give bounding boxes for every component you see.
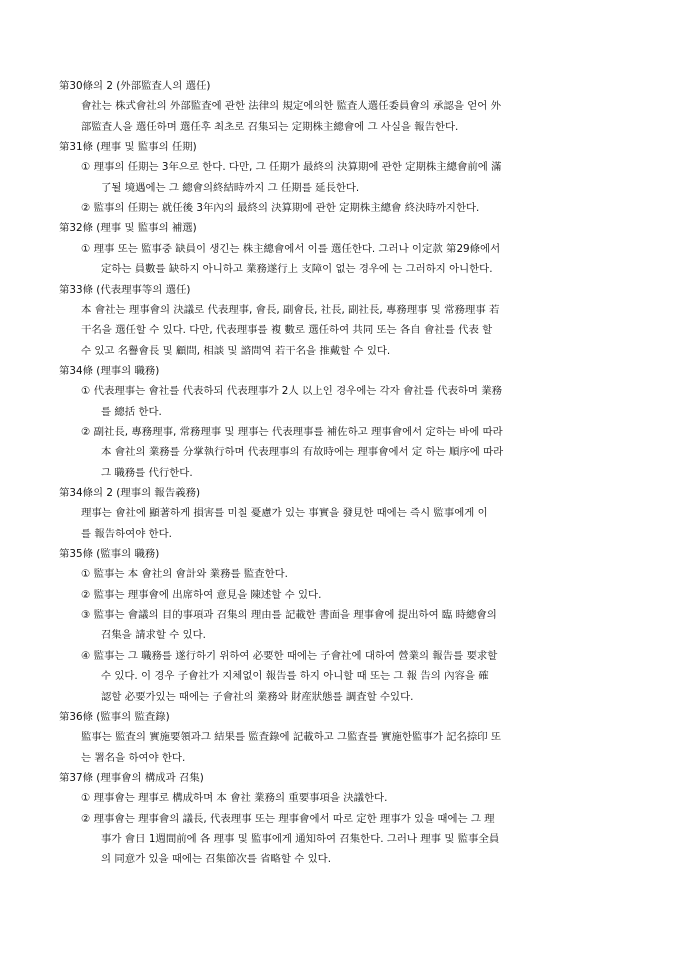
article-text-line: 를 報告하여야 한다. (81, 527, 172, 540)
article-text-line: ② 監事는 理事會에 出席하여 意見을 陳述할 수 있다. (81, 588, 322, 601)
article-text-line: 干名을 選任할 수 있다. 다만, 代表理事를 複 數로 選任하여 共同 또는 各自 會社를 代表 할 (81, 324, 493, 337)
article-text-line: 는 署名을 하여야 한다. (81, 751, 186, 764)
article-text-line: ① 監事는 本 會社의 會計와 業務를 監査한다. (81, 568, 288, 581)
article-heading: 第32條 (理事 및 監事의 補選) (59, 222, 197, 235)
article-text-line: ① 理事會는 理事로 構成하며 本 會社 業務의 重要事項을 決議한다. (81, 792, 388, 805)
article-text-line: 를 總括 한다. (101, 405, 162, 418)
article-text-line: ① 代表理事는 會社를 代表하되 代表理事가 2人 以上인 경우에는 각자 會社를 代表하며 業務 (81, 385, 503, 398)
article-heading: 第37條 (理事會의 構成과 召集) (59, 771, 204, 784)
article-text-line: 了될 境遇에는 그 總會의終結時까지 그 任期를 延長한다. (101, 181, 360, 194)
article-text-line: 會社는 株式會社의 外部監査에 관한 法律의 規定에의한 監査人選任委員會의 承認을 얻어 外 (81, 100, 501, 113)
article-text-line: 수 있고 名譽會長 및 顧問, 相談 및 諮問역 若干名을 推戴할 수 있다. (81, 344, 391, 357)
article-heading: 第33條 (代表理事等의 選任) (59, 283, 191, 296)
article-text-line: 本 會社는 理事會의 決議로 代表理事, 會長, 副會長, 社長, 副社長, 專務理事 및 常務理事 若 (81, 303, 500, 316)
article-text-line: 定하는 員數를 缺하지 아니하고 業務遂行上 支障이 없는 경우에 는 그러하지 아니한다. (101, 263, 493, 276)
article-text-line: 그 職務를 代行한다. (101, 466, 193, 479)
article-text-line: 理事는 會社에 顯著하게 損害를 미칠 憂慮가 있는 事實을 發見한 때에는 즉시 監事에게 이 (81, 507, 488, 520)
article-text-line: 監事는 監査의 實施要領과그 結果를 監査錄에 記載하고 그監査를 實施한監事가 記名捺印 또 (81, 731, 501, 744)
article-heading: 第34條 (理事의 職務) (59, 364, 160, 377)
article-text-line: ② 監事의 任期는 就任後 3年內의 最終의 決算期에 관한 定期株主總會 終決時까지한다. (81, 202, 480, 215)
article-heading: 第34條의 2 (理事의 報告義務) (59, 487, 201, 499)
article-text-line: ④ 監事는 그 職務를 遂行하기 위하여 必要한 때에는 子會社에 대하여 營業의 報告를 要求할 (81, 649, 498, 662)
article-heading: 第35條 (監事의 職務) (59, 548, 160, 561)
article-text-line: ① 理事의 任期는 3年으로 한다. 다만, 그 任期가 最終의 決算期에 관한 定期株主總會前에 滿 (81, 161, 502, 174)
article-heading: 第30條의 2 (外部監査人의 選任) (59, 80, 211, 92)
article-text-line: 의 同意가 있을 때에는 召集節次를 省略할 수 있다. (101, 853, 331, 866)
article-text-line: 部監査人을 選任하며 選任후 최초로 召集되는 定期株主總會에 그 사실을 報告한다. (81, 120, 459, 133)
article-text-line: ② 副社長, 專務理事, 常務理事 및 理事는 代表理事를 補佐하고 理事會에서 定하는 바에 따라 (81, 425, 503, 438)
article-text-line: 認할 必要가있는 때에는 子會社의 業務와 財産狀態를 調査할 수있다. (101, 690, 414, 703)
article-text-line: 事가 會日 1週間前에 各 理事 및 監事에게 通知하여 召集한다. 그러나 理事 및 監事全員 (101, 832, 500, 845)
article-text-line: 수 있다. 이 경우 子會社가 지체없이 報告를 하지 아니할 때 또는 그 報 告의 內容을 確 (101, 670, 489, 683)
article-text-line: ③ 監事는 會議의 目的事項과 召集의 理由를 記載한 書面을 理事會에 提出하여 臨 時總會의 (81, 609, 497, 622)
article-heading: 第36條 (監事의 監査錄) (59, 710, 170, 723)
article-text-line: 召集을 請求할 수 있다. (101, 629, 206, 642)
article-heading: 第31條 (理事 및 監事의 任期) (59, 141, 197, 154)
article-text-line: ① 理事 또는 監事중 缺員이 생긴는 株主總會에서 이를 選任한다. 그러나 이定款 第29條에서 (81, 242, 501, 255)
article-text-line: ② 理事會는 理事會의 議長, 代表理事 또는 理事會에서 따로 定한 理事가 있을 때에는 그 理 (81, 812, 495, 825)
article-text-line: 本 會社의 業務를 分掌執行하며 代表理事의 有故時에는 理事會에서 定 하는 順序에 따라 (101, 446, 504, 459)
